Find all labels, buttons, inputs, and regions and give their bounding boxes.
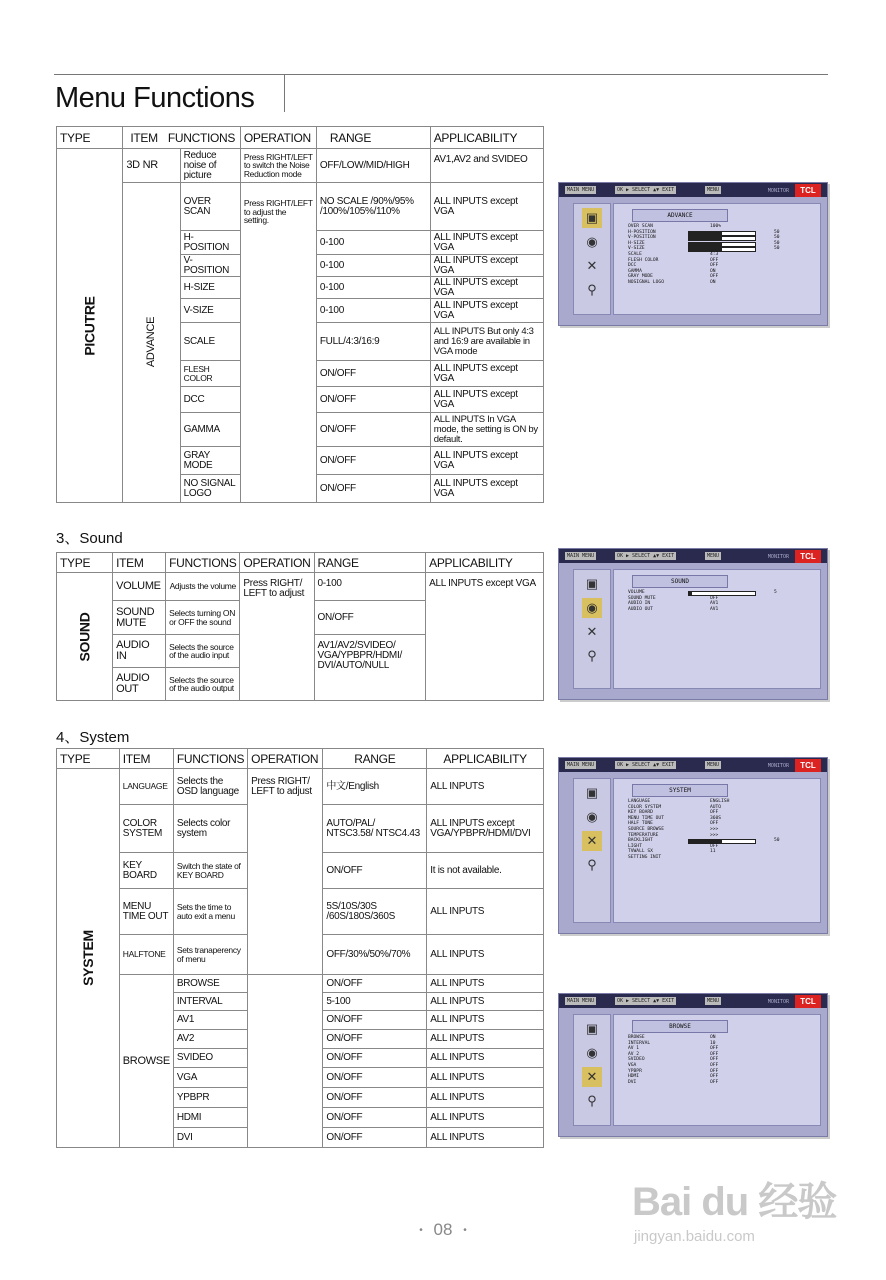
osd-menu-label: MENU — [707, 187, 720, 193]
browse-range-3: ON/OFF — [323, 1030, 427, 1049]
func-halftone: Sets tranaperency of menu — [173, 935, 247, 975]
item-gray: GRAY MODE — [180, 447, 240, 475]
osd-row-label: V-SIZE — [628, 246, 645, 252]
speaker-icon: ◉ — [586, 234, 598, 249]
hdr-functions: FUNCTIONS — [173, 749, 247, 769]
app-vpos: ALL INPUTS except VGA — [430, 255, 543, 277]
func-language: Selects the OSD language — [173, 769, 247, 805]
op-3dnr: Press RIGHT/LEFT to switch the Noise Reduction mode — [240, 149, 316, 183]
hdr-type: TYPE — [57, 127, 123, 149]
range-3dnr: OFF/LOW/MID/HIGH — [316, 149, 430, 183]
osd-row-value: ON — [710, 279, 716, 285]
func-3dnr: Reduce noise of picture — [180, 149, 240, 183]
osd-row — [628, 1080, 812, 1086]
item-flesh: FLESH COLOR — [180, 361, 240, 387]
func-audioout: Selects the source of the audio output — [166, 668, 240, 701]
hdr-applicability: APPLICABILITY — [427, 749, 544, 769]
item-3dnr: 3D NR — [123, 149, 180, 183]
osd-row-label: HALF TONE — [628, 821, 653, 827]
osd-row-value: OFF — [710, 595, 719, 601]
range-hpos: 0-100 — [316, 231, 430, 255]
osd-row-value: OFF — [710, 1074, 719, 1080]
osd-row-value: 4:3 — [710, 251, 719, 257]
osd-row-label: AUDIO OUT — [628, 606, 653, 612]
tcl-logo: TCL — [795, 759, 821, 772]
monitor-icon: ▣ — [585, 785, 599, 800]
osd-row — [628, 855, 812, 861]
watermark-brand: Bai du 经验 — [632, 1180, 837, 1224]
tools-icon: ✕ — [586, 258, 598, 273]
item-hpos: H-POSITION — [180, 231, 240, 255]
osd-row-value: ON — [710, 1035, 716, 1040]
osd-top-bar — [559, 758, 827, 772]
osd-top-bar — [559, 549, 827, 563]
item-volume: VOLUME — [113, 573, 166, 601]
osd-row-value: 10 — [710, 1040, 716, 1046]
osd-row-label: H-POSITION — [628, 229, 656, 235]
browse-app-5: ALL INPUTS — [427, 1068, 544, 1088]
speaker-icon: ◉ — [582, 598, 602, 618]
range-language: 中文/English — [323, 769, 427, 805]
osd-row-value: OFF — [710, 1046, 719, 1052]
osd-row-label: LANGUAGE — [628, 799, 651, 804]
browse-app-1: ALL INPUTS — [427, 993, 544, 1011]
item-menutimeout: MENU TIME OUT — [119, 889, 173, 935]
item-audioin: AUDIO IN — [113, 635, 166, 668]
hdr-operation: OPERATION — [248, 749, 323, 769]
picture-table — [56, 126, 544, 503]
tcl-logo: TCL — [795, 184, 821, 197]
osd-row-label: GRAY MODE — [628, 274, 653, 280]
osd-row-label: VOLUME — [628, 590, 645, 595]
browse-range-2: ON/OFF — [323, 1011, 427, 1030]
browse-func-7: HDMI — [173, 1108, 247, 1128]
func-audioin: Selects the source of the audio input — [166, 635, 240, 668]
tools-icon: ✕ — [582, 1067, 602, 1087]
browse-app-6: ALL INPUTS — [427, 1088, 544, 1108]
func-volume: Adjusts the volume — [166, 573, 240, 601]
func-mute: Selects turning ON or OFF the sound — [166, 601, 240, 635]
item-language: LANGUAGE — [119, 769, 173, 805]
range-menutimeout: 5S/10S/30S /60S/180S/360S — [323, 889, 427, 935]
osd-row-value: 360S — [710, 815, 722, 821]
item-colorsys: COLOR SYSTEM — [119, 805, 173, 853]
osd-row-label: AUDIO IN — [628, 601, 651, 607]
osd-row-value: OFF — [710, 1051, 719, 1057]
tools-icon: ✕ — [582, 831, 602, 851]
item-audioout: AUDIO OUT — [113, 668, 166, 701]
osd-panel-title: SOUND — [632, 575, 728, 588]
app-gray: ALL INPUTS except VGA — [430, 447, 543, 475]
osd-main-menu-label: MAIN MENU — [567, 998, 595, 1004]
hdr-item: ITEM — [119, 749, 173, 769]
func-keyboard: Switch the state of KEY BOARD — [173, 853, 247, 889]
browse-func-5: VGA — [173, 1068, 247, 1088]
range-overscan: NO SCALE /90%/95% /100%/105%/110% — [316, 183, 430, 231]
browse-app-7: ALL INPUTS — [427, 1108, 544, 1128]
search-icon: ⚲ — [587, 282, 597, 297]
baidu-watermark — [632, 1150, 842, 1270]
osd-row-label: DCC — [628, 263, 637, 269]
hdr-range: RANGE — [323, 749, 427, 769]
app-language: ALL INPUTS — [427, 769, 544, 805]
osd-monitor-label: MONITOR — [767, 188, 789, 194]
app-dcc: ALL INPUTS except VGA — [430, 387, 543, 413]
range-colorsys: AUTO/PAL/ NTSC3.58/ NTSC4.43 — [323, 805, 427, 853]
osd-row-value: >>> — [710, 832, 719, 838]
osd-row-number: 50 — [774, 240, 780, 246]
item-keyboard: KEY BOARD — [119, 853, 173, 889]
speaker-icon: ◉ — [586, 809, 598, 824]
app-gamma: ALL INPUTS In VGA mode, the setting is ON by default. — [430, 413, 543, 447]
osd-row-number: 50 — [774, 838, 780, 844]
browse-range-8: ON/OFF — [323, 1128, 427, 1148]
osd-row-value: OFF — [710, 821, 719, 827]
range-vsize: 0-100 — [316, 299, 430, 323]
osd-nav-hint: OK ▶ SELECT ▲▼ EXIT — [617, 553, 675, 559]
hdr-item: ITEM — [113, 553, 166, 573]
osd-row-value: >>> — [710, 826, 719, 832]
osd-row-label: GAMMA — [628, 268, 642, 274]
app-flesh: ALL INPUTS except VGA — [430, 361, 543, 387]
osd-row-label: OVER SCAN — [628, 224, 653, 229]
osd-row-value: OFF — [710, 1057, 719, 1063]
system-table — [56, 748, 544, 1148]
item-nosignal: NO SIGNAL LOGO — [180, 475, 240, 503]
osd-sidebar — [573, 1014, 611, 1126]
osd-panel-title: ADVANCE — [632, 209, 728, 222]
osd-row-label: MENU TIME OUT — [628, 815, 664, 821]
osd-row-label: BROWSE — [628, 1035, 645, 1040]
hdr-item: ITEM FUNCTIONS — [123, 127, 240, 149]
title-divider — [284, 74, 285, 112]
osd-top-bar — [559, 183, 827, 197]
browse-range-4: ON/OFF — [323, 1049, 427, 1068]
sound-table — [56, 552, 544, 701]
search-icon: ⚲ — [587, 1093, 597, 1108]
osd-row-value: OFF — [710, 1079, 719, 1085]
watermark-url: jingyan.baidu.com — [634, 1228, 755, 1245]
osd-row-label: VGA — [628, 1062, 637, 1068]
app-scale: ALL INPUTS But only 4:3 and 16:9 are available in VGA mode — [430, 323, 543, 361]
osd-row-number: 50 — [774, 246, 780, 252]
osd-row-label: YPBPR — [628, 1068, 642, 1074]
tools-icon: ✕ — [586, 624, 598, 639]
osd-system-screenshot — [558, 757, 828, 934]
browse-app-0: ALL INPUTS — [427, 975, 544, 993]
osd-row-label: SCALE — [628, 251, 642, 257]
browse-func-3: AV2 — [173, 1030, 247, 1049]
app-overscan: ALL INPUTS except VGA — [430, 183, 543, 231]
browse-range-0: ON/OFF — [323, 975, 427, 993]
monitor-icon: ▣ — [585, 576, 599, 591]
osd-panel-title: BROWSE — [632, 1020, 728, 1033]
osd-panel — [613, 203, 821, 315]
browse-func-2: AV1 — [173, 1011, 247, 1030]
osd-row-label: BACKLIGHT — [628, 838, 653, 844]
osd-monitor-label: MONITOR — [767, 554, 789, 560]
browse-app-8: ALL INPUTS — [427, 1128, 544, 1148]
osd-row-label: V-POSITION — [628, 235, 656, 241]
app-3dnr: AV1,AV2 and SVIDEO — [430, 149, 543, 183]
osd-advance-screenshot — [558, 182, 828, 326]
osd-row-label: INTERVAL — [628, 1040, 651, 1046]
hdr-type: TYPE — [57, 749, 120, 769]
monitor-icon: ▣ — [582, 208, 602, 228]
section-sound-title: 3、Sound — [56, 530, 123, 547]
browse-app-3: ALL INPUTS — [427, 1030, 544, 1049]
osd-row — [628, 607, 812, 613]
osd-main-menu-label: MAIN MENU — [567, 187, 595, 193]
osd-menu-label: MENU — [707, 998, 720, 1004]
osd-monitor-label: MONITOR — [767, 763, 789, 769]
browse-func-4: SVIDEO — [173, 1049, 247, 1068]
osd-row-number: 5 — [774, 590, 777, 595]
osd-row-value: 11 — [710, 849, 716, 855]
page-footer: • 08 • — [419, 1220, 467, 1239]
osd-row-value: OFF — [710, 1062, 719, 1068]
range-keyboard: ON/OFF — [323, 853, 427, 889]
page-number: 08 — [433, 1220, 453, 1239]
search-icon: ⚲ — [587, 648, 597, 663]
osd-row-label: SOUND MUTE — [628, 595, 656, 601]
osd-row — [628, 280, 812, 286]
app-vsize: ALL INPUTS except VGA — [430, 299, 543, 323]
item-browse: BROWSE — [119, 975, 173, 1148]
tcl-logo: TCL — [795, 550, 821, 563]
item-hsize: H-SIZE — [180, 277, 240, 299]
browse-func-0: BROWSE — [173, 975, 247, 993]
browse-range-7: ON/OFF — [323, 1108, 427, 1128]
top-rule — [54, 74, 828, 75]
func-colorsys: Selects color system — [173, 805, 247, 853]
hdr-applicability: APPLICABILITY — [430, 127, 543, 149]
osd-row-label: TEMPERATURE — [628, 832, 659, 838]
osd-row-label: AV 2 — [628, 1051, 640, 1057]
osd-row-label: H-SIZE — [628, 240, 645, 246]
osd-menu-label: MENU — [707, 762, 720, 768]
osd-row-value: 100% — [710, 224, 722, 229]
range-audio: AV1/AV2/SVIDEO/ VGA/YPBPR/HDMI/ DVI/AUTO/NULL — [314, 635, 426, 701]
osd-panel — [613, 778, 821, 923]
osd-sidebar — [573, 569, 611, 689]
item-vsize: V-SIZE — [180, 299, 240, 323]
range-vpos: 0-100 — [316, 255, 430, 277]
browse-func-6: YPBPR — [173, 1088, 247, 1108]
hdr-operation: OPERATION — [240, 127, 316, 149]
app-sound: ALL INPUTS except VGA — [426, 573, 544, 701]
osd-menu-label: MENU — [707, 553, 720, 559]
osd-row-value: OFF — [710, 1068, 719, 1074]
range-nosignal: ON/OFF — [316, 475, 430, 503]
osd-row-label: DVI — [628, 1079, 637, 1085]
osd-row-label: SVIDEO — [628, 1057, 645, 1063]
speaker-icon: ◉ — [586, 1045, 598, 1060]
osd-panel — [613, 569, 821, 689]
osd-sound-screenshot — [558, 548, 828, 700]
item-gamma: GAMMA — [180, 413, 240, 447]
search-icon: ⚲ — [587, 857, 597, 872]
osd-panel — [613, 1014, 821, 1126]
hdr-range: RANGE — [314, 553, 426, 573]
range-volume: 0-100 — [314, 573, 426, 601]
osd-row-label: KEY BOARD — [628, 810, 653, 816]
osd-row-label: AV 1 — [628, 1046, 640, 1052]
range-dcc: ON/OFF — [316, 387, 430, 413]
osd-browse-screenshot — [558, 993, 828, 1137]
app-nosignal: ALL INPUTS except VGA — [430, 475, 543, 503]
page-title: Menu Functions — [55, 82, 255, 114]
app-keyboard: It is not available. — [427, 853, 544, 889]
item-dcc: DCC — [180, 387, 240, 413]
type-picture: PICUTRE — [57, 149, 123, 503]
osd-sidebar — [573, 203, 611, 315]
monitor-icon: ▣ — [585, 1021, 599, 1036]
browse-range-5: ON/OFF — [323, 1068, 427, 1088]
range-scale: FULL/4:3/16:9 — [316, 323, 430, 361]
tcl-logo: TCL — [795, 995, 821, 1008]
osd-panel-title: SYSTEM — [632, 784, 728, 797]
osd-row-label: NOSIGNAL LOGO — [628, 279, 664, 285]
osd-row-label: SOURCE BROWSE — [628, 826, 664, 832]
range-mute: ON/OFF — [314, 601, 426, 635]
op-sound: Press RIGHT/ LEFT to adjust — [240, 573, 314, 701]
osd-nav-hint: OK ▶ SELECT ▲▼ EXIT — [617, 998, 675, 1004]
osd-monitor-label: MONITOR — [767, 999, 789, 1005]
osd-row-label: LIGHT — [628, 843, 642, 849]
osd-row-label: TVWALL SX — [628, 849, 653, 855]
type-sound: SOUND — [57, 573, 113, 701]
osd-row-value: OFF — [710, 263, 719, 269]
browse-func-1: INTERVAL — [173, 993, 247, 1011]
hdr-operation: OPERATION — [240, 553, 314, 573]
op-browse-empty — [248, 975, 323, 1148]
osd-row-label: HDMI — [628, 1074, 640, 1080]
range-gamma: ON/OFF — [316, 413, 430, 447]
osd-row-value: AV1 — [710, 606, 719, 612]
osd-sidebar — [573, 778, 611, 923]
osd-row-value: AUTO — [710, 804, 722, 810]
osd-row-label: SETTING INIT — [628, 854, 662, 860]
app-hsize: ALL INPUTS except VGA — [430, 277, 543, 299]
op-advance: Press RIGHT/LEFT to adjust the setting. — [240, 183, 316, 503]
osd-top-bar — [559, 994, 827, 1008]
range-hsize: 0-100 — [316, 277, 430, 299]
browse-app-2: ALL INPUTS — [427, 1011, 544, 1030]
item-halftone: HALFTONE — [119, 935, 173, 975]
osd-row-value: ENGLISH — [710, 799, 730, 804]
osd-row-value: OFF — [710, 810, 719, 816]
hdr-applicability: APPLICABILITY — [426, 553, 544, 573]
type-system: SYSTEM — [57, 769, 120, 1148]
item-scale: SCALE — [180, 323, 240, 361]
range-gray: ON/OFF — [316, 447, 430, 475]
osd-row-value: AV1 — [710, 601, 719, 607]
osd-row-number: 50 — [774, 235, 780, 241]
func-menutimeout: Sets the time to auto exit a menu — [173, 889, 247, 935]
osd-row-value: OFF — [710, 274, 719, 280]
browse-func-8: DVI — [173, 1128, 247, 1148]
browse-app-4: ALL INPUTS — [427, 1049, 544, 1068]
osd-main-menu-label: MAIN MENU — [567, 762, 595, 768]
osd-row-label: FLESH COLOR — [628, 257, 659, 263]
hdr-type: TYPE — [57, 553, 113, 573]
op-system: Press RIGHT/ LEFT to adjust — [248, 769, 323, 975]
osd-nav-hint: OK ▶ SELECT ▲▼ EXIT — [617, 187, 675, 193]
osd-row-number: 50 — [774, 229, 780, 235]
item-vpos: V-POSITION — [180, 255, 240, 277]
osd-row-label: COLOR SYSTEM — [628, 804, 662, 810]
app-halftone: ALL INPUTS — [427, 935, 544, 975]
hdr-range: RANGE — [316, 127, 430, 149]
app-hpos: ALL INPUTS except VGA — [430, 231, 543, 255]
hdr-functions: FUNCTIONS — [166, 553, 240, 573]
section-system-title: 4、System — [56, 729, 130, 746]
range-flesh: ON/OFF — [316, 361, 430, 387]
app-menutimeout: ALL INPUTS — [427, 889, 544, 935]
osd-row-value: OFF — [710, 257, 719, 263]
range-halftone: OFF/30%/50%/70% — [323, 935, 427, 975]
osd-main-menu-label: MAIN MENU — [567, 553, 595, 559]
osd-row-value: OFF — [710, 843, 719, 849]
item-mute: SOUND MUTE — [113, 601, 166, 635]
browse-range-6: ON/OFF — [323, 1088, 427, 1108]
osd-nav-hint: OK ▶ SELECT ▲▼ EXIT — [617, 762, 675, 768]
browse-range-1: 5-100 — [323, 993, 427, 1011]
item-overscan: OVER SCAN — [180, 183, 240, 231]
osd-row-value: ON — [710, 268, 716, 274]
group-advance: ADVANCE — [123, 183, 180, 503]
app-colorsys: ALL INPUTS except VGA/YPBPR/HDMI/DVI — [427, 805, 544, 853]
